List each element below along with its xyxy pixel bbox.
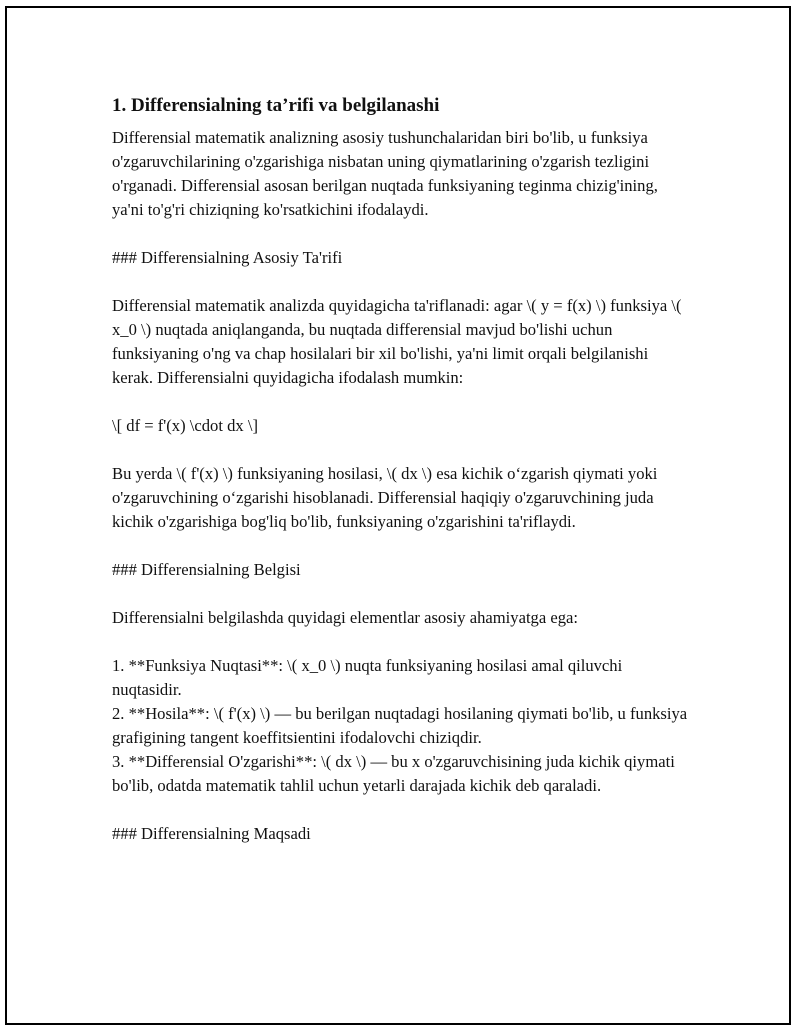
section-title: 1. Differensialning ta’rifi va belgilanashi [112, 95, 440, 116]
intro-paragraph: Differensial matematik analizning asosiy tushunchalaridan biri bo'lib, u funksiya o'zgaruvchilarining o'zgarishiga nisbatan uning qiymatlarining o'zgarish tezligini o'rganadi. Differensial asosan berilgan nuqtada funksiyaning teginma chizig'ining, ya'ni to'g'ri chiziqning ko'rsatkichini ifodalaydi. [112, 128, 658, 219]
differential-formula: \[ df = f'(x) \cdot dx \] [112, 416, 258, 435]
heading-belgisi: ### Differensialning Belgisi [112, 560, 301, 579]
heading-maqsadi: ### Differensialning Maqsadi [112, 824, 311, 843]
list-item: 1. **Funksiya Nuqtasi**: \( x_0 \) nuqta funksiyaning hosilasi amal qiluvchi nuqtasidir. [112, 656, 623, 699]
heading-asosiy-tarifi: ### Differensialning Asosiy Ta'rifi [112, 248, 343, 267]
list-item: 3. **Differensial O'zgarishi**: \( dx \) — bu x o'zgaruvchisining juda kichik qiymati bo'lib, odatda matematik tahlil uchun yetarli darajada kichik deb qaraladi. [112, 752, 675, 795]
explanation-paragraph: Bu yerda \( f'(x) \) funksiyaning hosilasi, \( dx \) esa kichik o‘zgarish qiymati yoki o'zgaruvchining o‘zgarishi hisoblanadi. Differensial haqiqiy o'zgaruvchining juda kichik o'zgarishiga bog'liq bo'lib, funksiyaning o'zgarishini ta'riflaydi. [112, 464, 658, 531]
elements-list [112, 654, 692, 798]
document-body [112, 94, 692, 870]
list-item: 2. **Hosila**: \( f'(x) \) — bu berilgan nuqtadagi hosilaning qiymati bo'lib, u funksiya grafigining tangent koeffitsientini ifodalovchi chiziqdir. [112, 704, 688, 747]
definition-paragraph: Differensial matematik analizda quyidagicha ta'riflanadi: agar \( y = f(x) \) funksiya \( x_0 \) nuqtada aniqlanganda, bu nuqtada differensial mavjud bo'lishi uchun funksiyaning o'ng va chap hosilalari bir xil bo'lishi, ya'ni limit orqali belgilanishi kerak. Differensialni quyidagicha ifodalash mumkin: [112, 296, 682, 387]
elements-intro-paragraph: Differensialni belgilashda quyidagi elementlar asosiy ahamiyatga ega: [112, 608, 579, 627]
